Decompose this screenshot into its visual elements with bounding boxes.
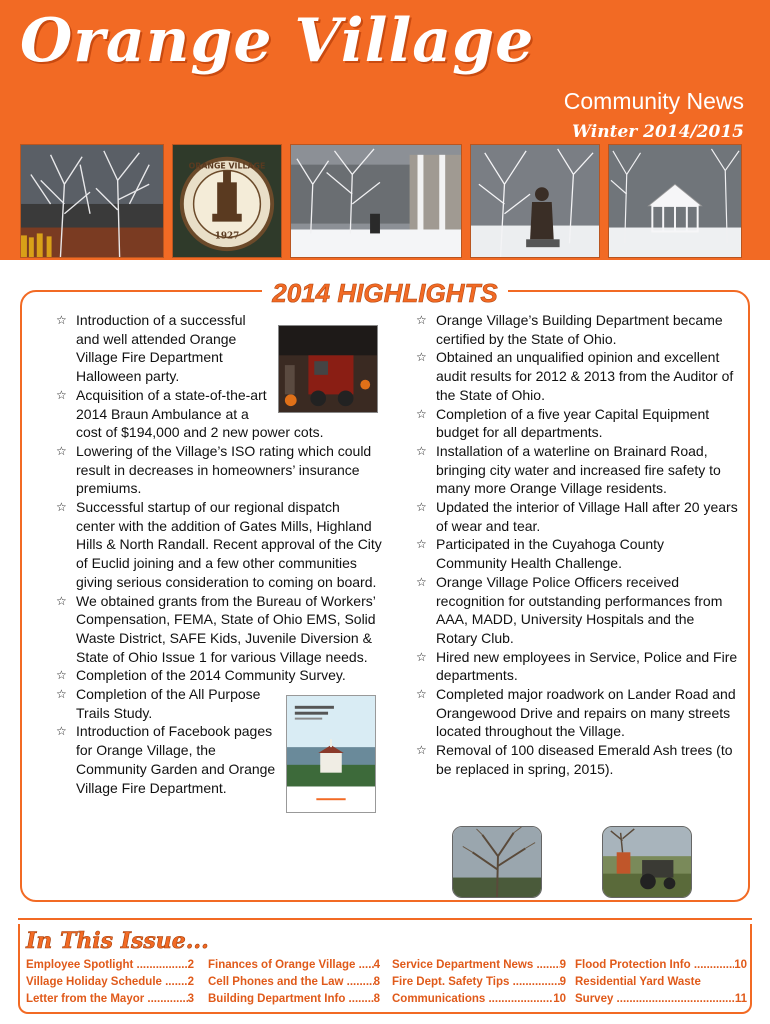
toc-label: Building Department Info ..... bbox=[208, 991, 374, 1008]
seal-text: ORANGE VILLAGE bbox=[188, 161, 266, 171]
highlight-text: Completion of the 2014 Community Survey. bbox=[76, 667, 346, 684]
toc-label: Survey ..... bbox=[575, 991, 735, 1008]
highlight-text: Completed major roadwork on Lander Road and Orangewood Drive and repairs on many streets located throughout the Village. bbox=[436, 686, 736, 740]
photo-tree-removal bbox=[602, 826, 692, 898]
highlight-text: Obtained an unqualified opinion and excellent audit results for 2012 & 2013 from the Auditor of the State of Ohio. bbox=[436, 349, 734, 403]
photo-ash-tree bbox=[452, 826, 542, 898]
in-this-issue-title: In This Issue... bbox=[26, 928, 209, 954]
highlights-heading bbox=[0, 278, 770, 309]
highlight-item bbox=[416, 442, 738, 498]
toc-label: Cell Phones and the Law ..... bbox=[208, 974, 374, 991]
highlight-item bbox=[416, 535, 738, 572]
highlights-left-column bbox=[56, 311, 382, 819]
toc-column-4 bbox=[575, 957, 747, 1008]
highlight-text: Completion of the All Purpose Trails Study. bbox=[76, 686, 261, 721]
seal-year: 1927 bbox=[214, 231, 240, 242]
toc-column-3 bbox=[392, 957, 566, 1008]
toc-entry[interactable] bbox=[26, 974, 194, 991]
highlight-text: We obtained grants from the Bureau of Workers’ Compensation, FEMA, State of Ohio EMS, Solid Waste District, SAFE Kids, Juvenile Diversion & State of Ohio Issue 1 for various Village needs. bbox=[76, 592, 376, 665]
highlight-item bbox=[416, 348, 738, 404]
issue-divider bbox=[18, 918, 752, 920]
highlight-text: Updated the interior of Village Hall after 20 years of wear and tear. bbox=[436, 499, 738, 534]
masthead bbox=[0, 0, 770, 260]
highlight-item bbox=[56, 722, 382, 797]
toc-label: Communications ..... bbox=[392, 991, 553, 1008]
highlight-item bbox=[56, 666, 382, 685]
highlight-item bbox=[56, 498, 382, 592]
highlight-item bbox=[416, 573, 738, 648]
newsletter-subtitle: Community News bbox=[563, 88, 744, 114]
highlight-item bbox=[56, 386, 382, 442]
toc-entry[interactable] bbox=[208, 991, 380, 1008]
highlight-item bbox=[416, 498, 738, 535]
highlight-text: Hired new employees in Service, Police and Fire departments. bbox=[436, 648, 738, 684]
toc-column-1 bbox=[26, 957, 194, 1008]
toc-entry[interactable] bbox=[575, 991, 747, 1008]
highlight-text: Orange Village’s Building Department became certified by the State of Ohio. bbox=[436, 312, 723, 347]
toc-label: Flood Protection Info ..... bbox=[575, 957, 734, 974]
toc-page: 9 bbox=[559, 976, 566, 988]
toc-page: 3 bbox=[187, 993, 194, 1005]
toc-entry[interactable] bbox=[575, 974, 747, 991]
toc-entry[interactable] bbox=[208, 957, 380, 974]
highlight-text: Lowering of the Village’s ISO rating which could result in decreases in homeowners’ insurance premiums. bbox=[76, 442, 372, 497]
highlights-title: 2014 HIGHLIGHTS bbox=[262, 278, 507, 309]
toc-page: 11 bbox=[734, 993, 747, 1005]
toc-label: Service Department News ..... bbox=[392, 957, 560, 974]
toc-page: 2 bbox=[187, 959, 194, 971]
highlight-text: Orange Village Police Officers received recognition for outstanding performances from AAA, MADD, University Hospitals and the Rotary Club. bbox=[436, 573, 723, 646]
highlights-right-column bbox=[416, 311, 738, 779]
toc-page: 10 bbox=[734, 959, 747, 971]
toc-entry[interactable] bbox=[392, 974, 566, 991]
photo-icy-trees bbox=[20, 144, 164, 258]
toc-column-2 bbox=[208, 957, 380, 1008]
toc-label: Letter from the Mayor ..... bbox=[26, 991, 188, 1008]
newsletter-title: Orange Village bbox=[20, 6, 535, 76]
toc-page: 2 bbox=[187, 976, 194, 988]
highlight-text: Acquisition of a state-of-the-art 2014 Braun Ambulance at a cost of $194,000 and 2 new power cots. bbox=[76, 386, 324, 441]
highlight-text: Introduction of Facebook pages for Orange Village, the Community Garden and Orange Village Fire Department. bbox=[76, 723, 276, 796]
highlight-item bbox=[416, 311, 738, 348]
toc-label: Fire Dept. Safety Tips ..... bbox=[392, 974, 560, 991]
toc-label: Village Holiday Schedule ..... bbox=[26, 974, 188, 991]
photo-village-seal bbox=[172, 144, 282, 258]
toc-label: Residential Yard Waste bbox=[575, 976, 701, 988]
highlight-text: Successful startup of our regional dispatch center with the addition of Gates Mills, Highland Hills & North Randall. Recent approval of the City of Euclid joining and a few other communities giving serious consideration to coming on board. bbox=[76, 499, 382, 590]
toc-entry[interactable] bbox=[392, 991, 566, 1008]
toc-page: 9 bbox=[559, 959, 566, 971]
highlight-text: Completion of a five year Capital Equipment budget for all departments. bbox=[436, 405, 710, 441]
highlight-item bbox=[56, 311, 382, 386]
edition-label: Winter 2014/2015 bbox=[572, 122, 744, 142]
highlight-item bbox=[416, 405, 738, 442]
toc-entry[interactable] bbox=[208, 974, 380, 991]
highlight-item bbox=[416, 741, 738, 778]
highlight-item bbox=[416, 648, 738, 685]
toc-page: 8 bbox=[373, 976, 380, 988]
toc-label: Finances of Orange Village ..... bbox=[208, 957, 374, 974]
toc-entry[interactable] bbox=[26, 957, 194, 974]
highlight-text: Installation of a waterline on Brainard Road, bringing city water and increased fire safety to many more Orange Village residents. bbox=[436, 442, 721, 497]
photo-gazebo-snow bbox=[608, 144, 742, 258]
photo-statue-ice bbox=[470, 144, 600, 258]
highlight-text: Participated in the Cuyahoga County Community Health Challenge. bbox=[436, 536, 665, 572]
highlight-text: Removal of 100 diseased Emerald Ash trees (to be replaced in spring, 2015). bbox=[436, 742, 733, 777]
highlight-item bbox=[56, 592, 382, 667]
photo-village-hall-snow bbox=[290, 144, 462, 258]
toc-page: 8 bbox=[373, 993, 380, 1005]
toc-entry[interactable] bbox=[26, 991, 194, 1008]
highlight-item bbox=[416, 685, 738, 741]
toc-page: 4 bbox=[373, 959, 380, 971]
highlight-item bbox=[56, 685, 382, 722]
highlight-item bbox=[56, 442, 382, 498]
toc-page: 10 bbox=[553, 993, 566, 1005]
toc-entry[interactable] bbox=[575, 957, 747, 974]
toc-entry[interactable] bbox=[392, 957, 566, 974]
toc-label: Employee Spotlight ..... bbox=[26, 957, 188, 974]
highlight-text: Introduction of a successful and well attended Orange Village Fire Department Halloween party. bbox=[76, 312, 246, 385]
